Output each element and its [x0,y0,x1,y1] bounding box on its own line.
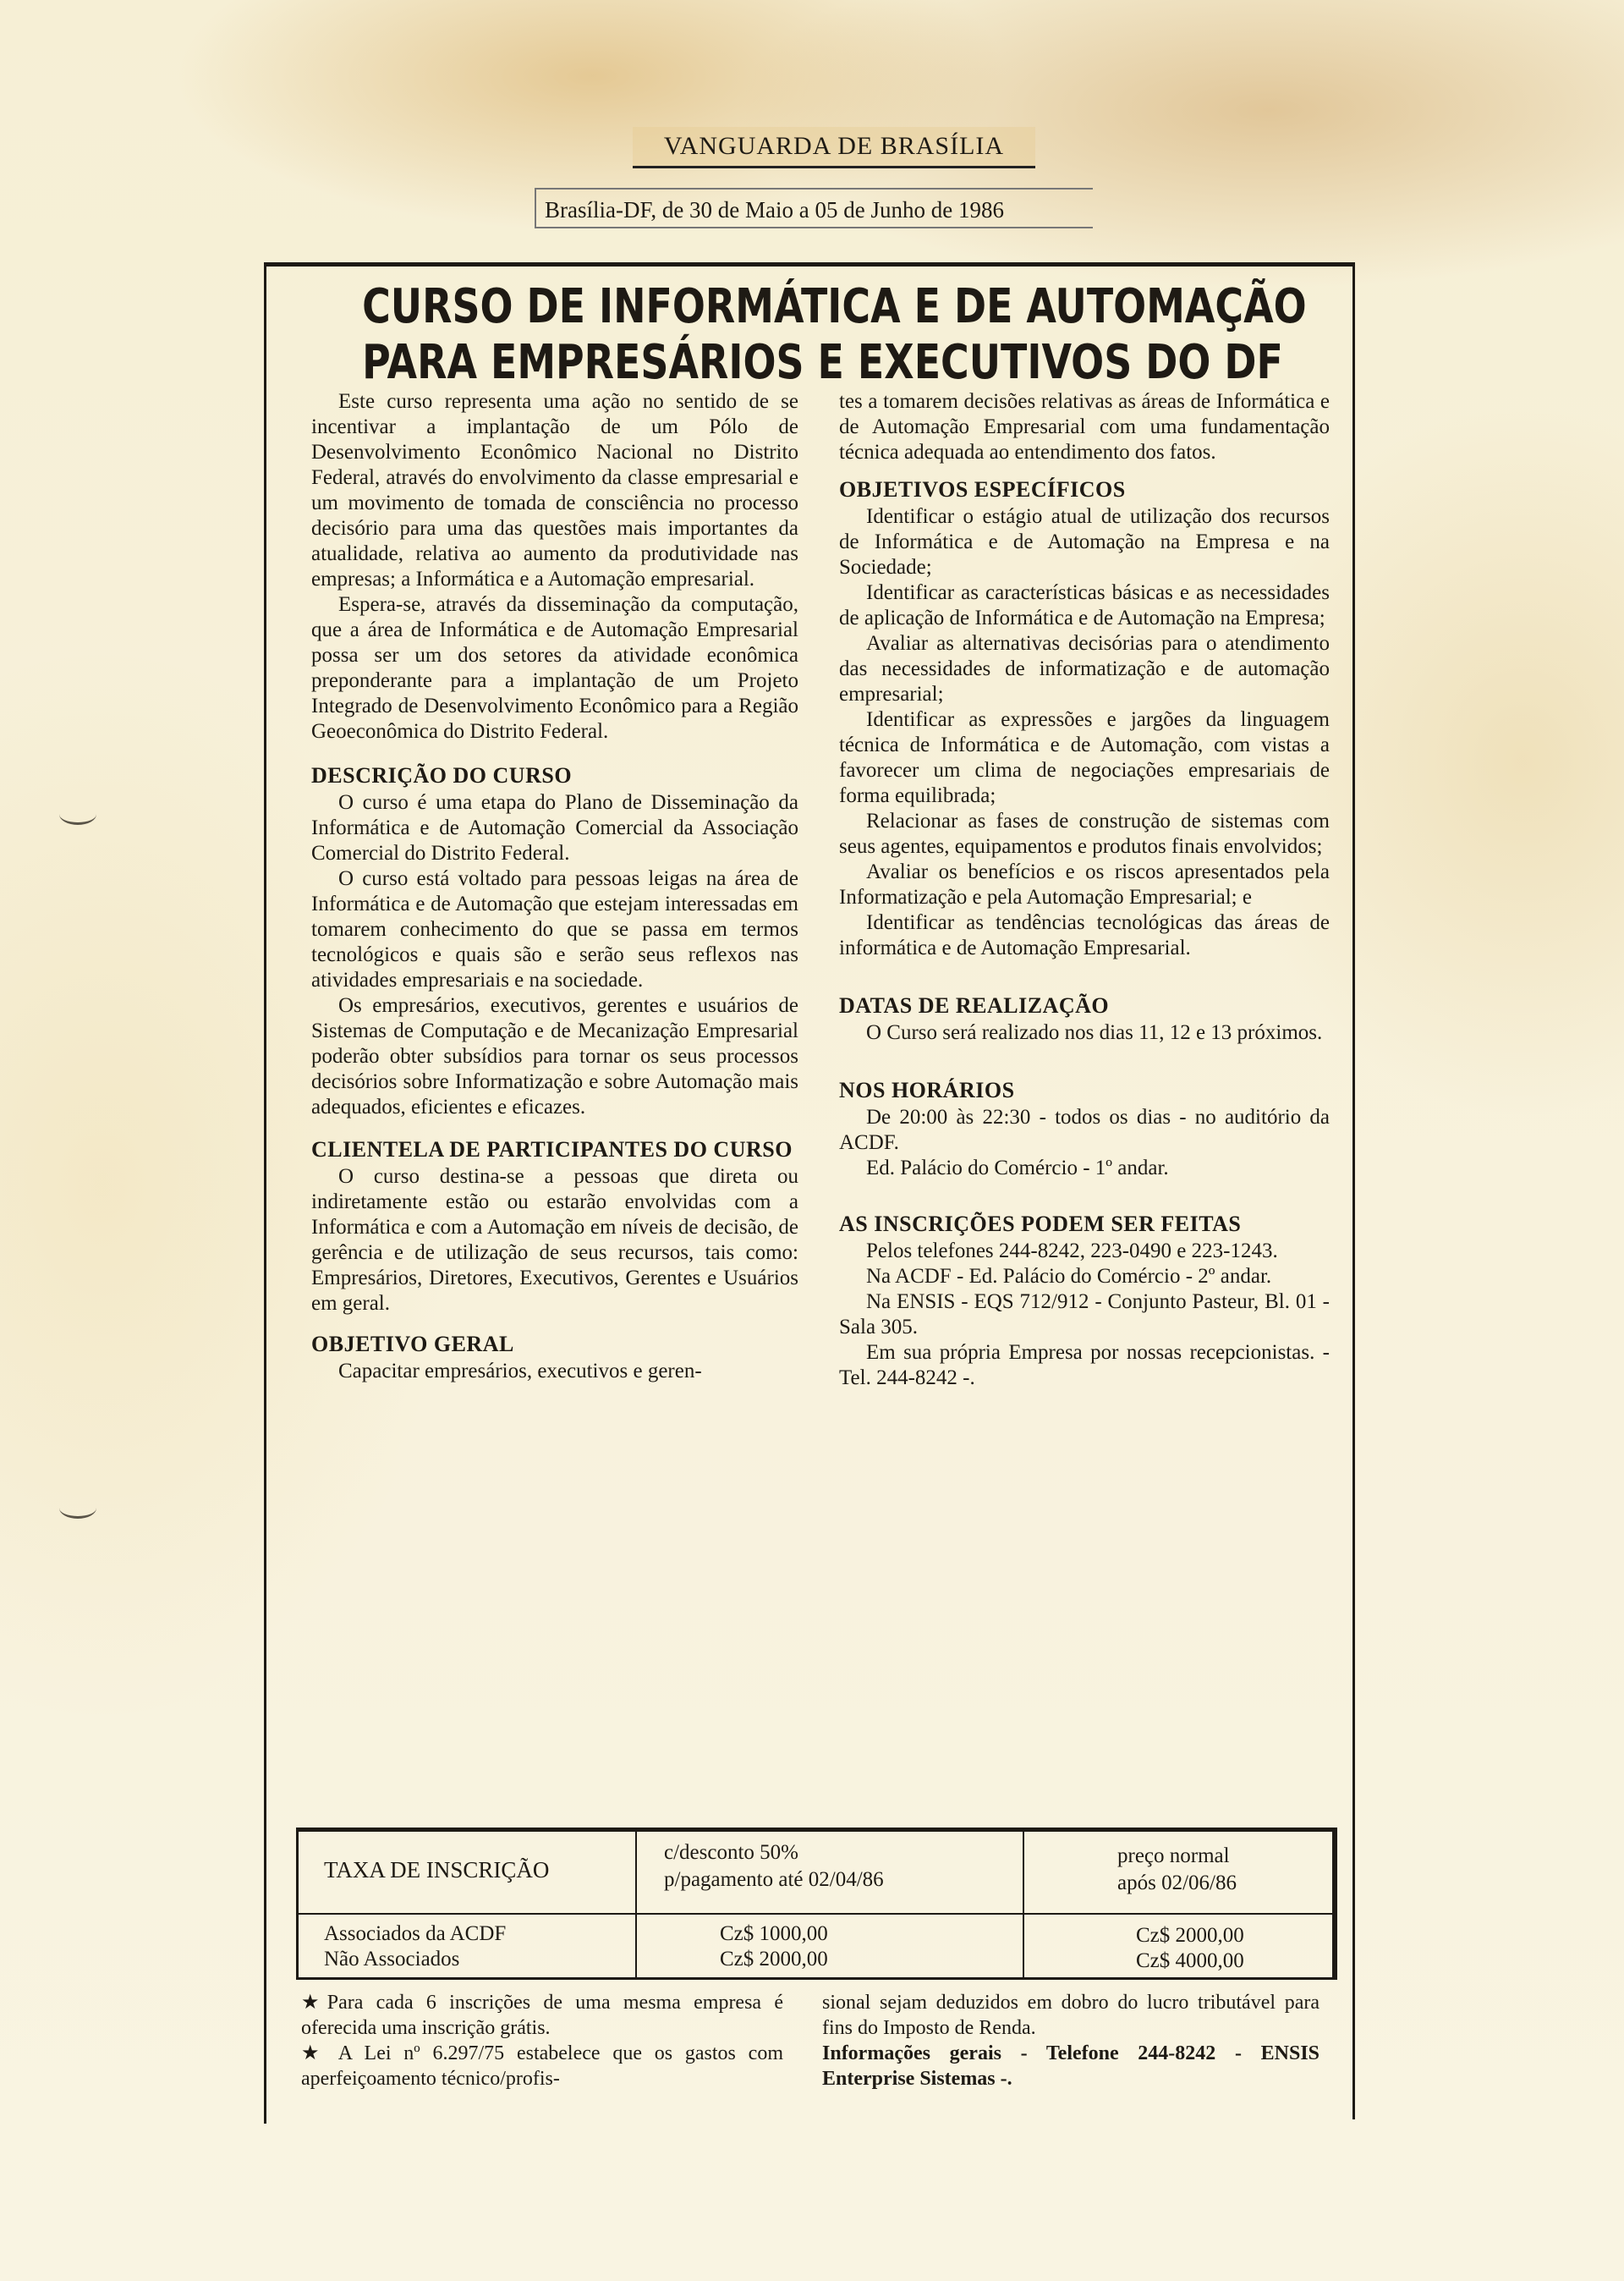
left-rule [264,262,266,2124]
newspaper-masthead: VANGUARDA DE BRASÍLIA [633,127,1035,168]
objective-item: Identificar as expressões e jargões da linguagem técnica de Informática e de Automação, com vistas a favorecer um clima de negociações empresariais de forma equilibrada; [839,708,1330,807]
datas-paragraph: O Curso será realizado nos dias 11, 12 e 13 próximos. [866,1021,1323,1044]
intro-paragraph: Espera-se, através da disseminação da computação, que a área de Informática e de Automação Empresarial possa ser um dos setores da atividade econômica preponderante para a implantação de um Projeto Integrado de Desenvolvimento Econômico para a Região Geoeconômica do Distrito Federal. [311,593,798,743]
row-label-associados: Associados da ACDF [324,1922,507,1945]
descricao-paragraph: Os empresários, executivos, gerentes e usuários de Sistemas de Computação e de Mecanização Empresarial poderão obter subsídios para tornar os seus processos decisórios sobre Informatização e sobre Automação mais adequados, eficientes e eficazes. [311,994,798,1119]
section-heading-descricao: DESCRIÇÃO DO CURSO [311,763,573,788]
punch-hole-mark [59,804,96,825]
discount-header-line-2: p/pagamento até 02/04/86 [664,1868,884,1891]
footnotes-left [301,1990,783,2091]
horarios-paragraph: Ed. Palácio do Comércio - 1º andar. [866,1157,1169,1179]
registration-fee-table [296,1828,1337,1980]
punch-hole-mark [59,1498,96,1519]
descricao-paragraph: O curso é uma etapa do Plano de Disseminação da Informática e de Automação Comercial da Associação Comercial do Distrito Federal. [311,791,798,865]
headline-line-1: CURSO DE INFORMÁTICA E DE AUTOMAÇÃO [362,279,1307,334]
inscricoes-paragraph: Em sua própria Empresa por nossas recepcionistas. - Tel. 244-8242 -. [839,1341,1330,1389]
normal-value-associados: Cz$ 2000,00 [1136,1924,1244,1947]
objective-item: Relacionar as fases de construção de sistemas com seus agentes, equipamentos e produtos finais envolvidos; [839,810,1330,858]
section-heading-horarios: NOS HORÁRIOS [839,1078,1015,1102]
objective-item: Avaliar as alternativas decisórias para o atendimento das necessidades de informatização e de automação empresarial; [839,632,1330,706]
section-heading-objetivos-especificos: OBJETIVOS ESPECÍFICOS [839,477,1126,502]
objective-item: Identificar as tendências tecnológicas das áreas de informática e de Automação Empresarial. [839,911,1330,959]
horarios-paragraph: De 20:00 às 22:30 - todos os dias - no auditório da ACDF. [839,1106,1330,1154]
footnote-continuation: sional sejam deduzidos em dobro do lucro tributável para fins do Imposto de Renda. [822,1992,1320,2039]
clientela-paragraph: O curso destina-se a pessoas que direta ou indiretamente estão ou estarão envolvidas com a Informática e com a Automação em níveis de decisão, de gerência e de utilização de seus recursos, tais como: Empresários, Diretores, Executivos, Gerentes e Usuários em geral. [311,1165,798,1315]
objective-item: Avaliar os benefícios e os riscos apresentados pela Informatização e pela Automação Empresarial; e [839,860,1330,909]
objective-item: Identificar as características básicas e as necessidades de aplicação de Informática e de Automação na Empresa; [839,581,1330,629]
table-divider [299,1913,1332,1915]
descricao-paragraph: O curso está voltado para pessoas leigas na área de Informática e de Automação que estejam interessadas em tomarem conhecimento do que se passa em termos tecnológicos e quais são e serão seus reflexos nas atividades empresariais e na sociedade. [311,867,798,992]
right-rule [1352,262,1355,2119]
objetivo-continuation: tes a tomarem decisões relativas as áreas de Informática e de Automação Empresarial com uma fundamentação técnica adequada ao entendimento dos fatos. [839,390,1330,464]
discount-value-nao-associados: Cz$ 2000,00 [720,1948,828,1970]
section-heading-objetivo-geral: OBJETIVO GERAL [311,1332,514,1356]
normal-value-nao-associados: Cz$ 4000,00 [1136,1949,1244,1972]
table-divider [1023,1832,1024,1977]
table-header-label: TAXA DE INSCRIÇÃO [324,1857,550,1883]
top-rule [264,262,1355,267]
intro-paragraph: Este curso representa uma ação no sentido de se incentivar a implantação de um Pólo de Desenvolvimento Econômico Nacional no Distrito Federal, através do envolvimento da classe empresarial e um movimento de tomada de consciência no processo decisório para uma das questões mais importantes da atualidade, relativa ao aumento da produtividade nas empresas; a Informática e a Automação empresarial. [311,390,798,591]
table-divider [635,1832,637,1977]
discount-header-line-1: c/desconto 50% [664,1841,798,1864]
normal-header-line-2: após 02/06/86 [1117,1872,1237,1894]
dateline: Brasília-DF, de 30 de Maio a 05 de Junho de 1986 [535,188,1093,228]
footnote: ★ A Lei nº 6.297/75 estabelece que os gastos com aperfeiçoamento técnico/profis- [301,2042,783,2090]
right-column [839,389,1330,1391]
row-label-nao-associados: Não Associados [324,1948,460,1970]
inscricoes-paragraph: Na ENSIS - EQS 712/912 - Conjunto Pasteur, Bl. 01 - Sala 305. [839,1290,1330,1338]
discount-value-associados: Cz$ 1000,00 [720,1922,828,1945]
section-heading-clientela: CLIENTELA DE PARTICIPANTES DO CURSO [311,1137,793,1162]
footnote: ★Para cada 6 inscrições de uma mesma empresa é oferecida uma inscrição grátis. [301,1992,783,2039]
general-info: Informações gerais - Telefone 244-8242 - ENSIS Enterprise Sistemas -. [822,2042,1320,2090]
left-column [311,389,798,1384]
headline-line-2: PARA EMPRESÁRIOS E EXECUTIVOS DO DF [362,335,1283,390]
inscricoes-paragraph: Na ACDF - Ed. Palácio do Comércio - 2º andar. [866,1265,1272,1288]
normal-header-line-1: preço normal [1117,1844,1230,1867]
objetivo-paragraph: Capacitar empresários, executivos e geren- [338,1360,702,1382]
footnotes-right [822,1990,1320,2091]
section-heading-inscricoes: AS INSCRIÇÕES PODEM SER FEITAS [839,1212,1242,1236]
headline [362,279,1307,391]
inscricoes-paragraph: Pelos telefones 244-8242, 223-0490 e 223-1243. [866,1239,1278,1262]
objective-item: Identificar o estágio atual de utilização dos recursos de Informática e de Automação na Empresa e na Sociedade; [839,505,1330,579]
section-heading-datas: DATAS DE REALIZAÇÃO [839,993,1110,1018]
article [264,262,1355,2124]
